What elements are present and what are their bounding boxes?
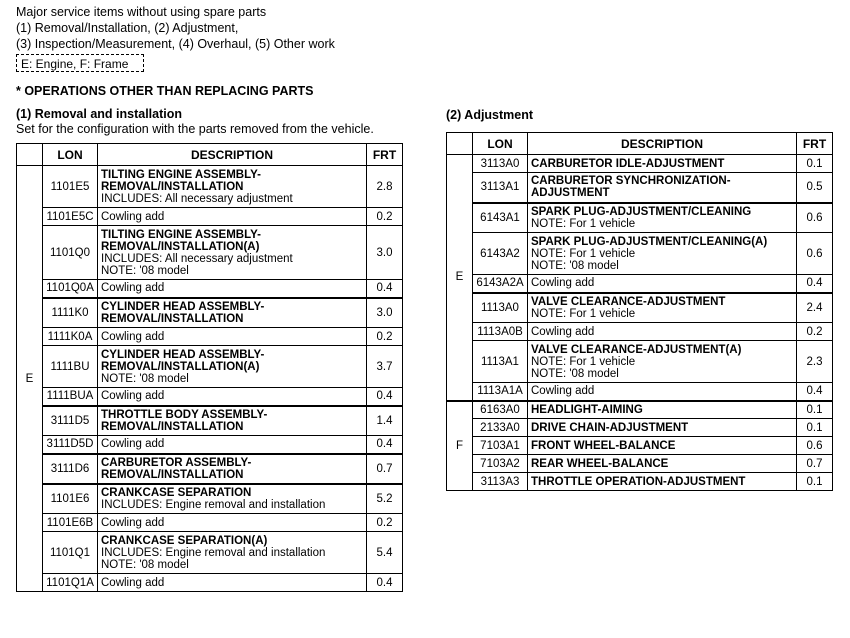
adjustment-table — [446, 132, 833, 491]
table-row — [447, 341, 833, 383]
lon-cell: 1101E6B — [43, 514, 98, 532]
table-row — [17, 298, 403, 328]
desc-note: Cowling add — [101, 330, 165, 343]
intro-text — [16, 4, 335, 52]
header-description: DESCRIPTION — [528, 133, 797, 155]
desc-note: INCLUDES: Engine removal and installation — [101, 498, 326, 511]
desc-note: Cowling add — [101, 390, 165, 403]
lon-cell: 6143A2 — [473, 233, 528, 275]
desc-title: THROTTLE OPERATION-ADJUSTMENT — [531, 475, 746, 488]
frt-cell: 0.1 — [797, 419, 833, 437]
lon-cell: 1113A0B — [473, 323, 528, 341]
frt-cell: 0.7 — [797, 455, 833, 473]
table-row — [447, 203, 833, 233]
desc-title-2: REMOVAL/INSTALLATION(A) — [101, 360, 260, 373]
frt-cell: 0.4 — [367, 280, 403, 298]
description-cell — [98, 484, 367, 514]
description-cell — [528, 455, 797, 473]
section-2-title: (2) Adjustment — [446, 108, 534, 122]
frt-cell: 0.4 — [797, 275, 833, 293]
header-blank — [17, 144, 43, 166]
table-row — [447, 437, 833, 455]
description-cell — [98, 388, 367, 406]
desc-title: SPARK PLUG-ADJUSTMENT/CLEANING — [531, 205, 752, 218]
description-cell — [98, 226, 367, 280]
header-description: DESCRIPTION — [98, 144, 367, 166]
lon-cell: 1101Q0 — [43, 226, 98, 280]
description-cell — [528, 323, 797, 341]
lon-cell: 3111D5 — [43, 406, 98, 436]
table-row — [17, 574, 403, 592]
group-cell: E — [17, 166, 43, 592]
lon-cell: 3113A0 — [473, 155, 528, 173]
desc-note: NOTE: For 1 vehicle — [531, 247, 636, 260]
intro-line-1: Major service items without using spare parts — [16, 5, 267, 19]
description-cell — [528, 203, 797, 233]
desc-title: CARBURETOR SYNCHRONIZATION- — [531, 175, 731, 188]
desc-note: Cowling add — [531, 277, 595, 290]
desc-note: INCLUDES: Engine removal and installation — [101, 546, 326, 559]
lon-cell: 7103A1 — [473, 437, 528, 455]
lon-cell: 3113A1 — [473, 173, 528, 203]
lon-cell: 1101E5 — [43, 166, 98, 208]
frt-cell: 0.4 — [367, 388, 403, 406]
description-cell — [98, 166, 367, 208]
frt-cell: 0.2 — [367, 328, 403, 346]
table-header-row — [17, 144, 403, 166]
description-cell — [528, 173, 797, 203]
desc-title: TILTING ENGINE ASSEMBLY- — [101, 168, 261, 181]
frt-cell: 0.1 — [797, 155, 833, 173]
desc-title-2: ADJUSTMENT — [531, 187, 610, 200]
desc-title: SPARK PLUG-ADJUSTMENT/CLEANING(A) — [531, 235, 768, 248]
frt-cell: 2.3 — [797, 341, 833, 383]
desc-title: CYLINDER HEAD ASSEMBLY- — [101, 300, 265, 313]
table-row — [17, 388, 403, 406]
desc-note: Cowling add — [101, 516, 165, 529]
frt-cell: 0.4 — [367, 436, 403, 454]
lon-cell: 3111D6 — [43, 454, 98, 484]
description-cell — [528, 233, 797, 275]
table-row — [447, 473, 833, 491]
desc-note: NOTE: '08 model — [531, 367, 619, 380]
desc-title-2: REMOVAL/INSTALLATION(A) — [101, 240, 260, 253]
table-row — [447, 173, 833, 203]
table-row — [17, 328, 403, 346]
description-cell — [98, 436, 367, 454]
table-row — [447, 383, 833, 401]
frt-cell: 0.6 — [797, 233, 833, 275]
lon-cell: 6163A0 — [473, 401, 528, 419]
description-cell — [98, 454, 367, 484]
description-cell — [98, 208, 367, 226]
desc-note: NOTE: For 1 vehicle — [531, 355, 636, 368]
lon-cell: 3111D5D — [43, 436, 98, 454]
frt-cell: 0.4 — [797, 383, 833, 401]
description-cell — [528, 341, 797, 383]
description-cell — [528, 383, 797, 401]
description-cell — [98, 574, 367, 592]
intro-line-2: (1) Removal/Installation, (2) Adjustment, — [16, 21, 239, 35]
desc-title: THROTTLE BODY ASSEMBLY- — [101, 408, 268, 421]
table-row — [447, 401, 833, 419]
lon-cell: 1111BU — [43, 346, 98, 388]
desc-note: NOTE: '08 model — [101, 372, 189, 385]
table-row — [447, 155, 833, 173]
desc-note: NOTE: For 1 vehicle — [531, 307, 636, 320]
table-row — [17, 208, 403, 226]
lon-cell: 1111BUA — [43, 388, 98, 406]
desc-note: INCLUDES: All necessary adjustment — [101, 192, 293, 205]
table-row — [17, 532, 403, 574]
frt-cell: 1.4 — [367, 406, 403, 436]
frt-cell: 0.7 — [367, 454, 403, 484]
desc-title: VALVE CLEARANCE-ADJUSTMENT — [531, 295, 726, 308]
desc-title: CRANKCASE SEPARATION(A) — [101, 534, 268, 547]
desc-title: CYLINDER HEAD ASSEMBLY- — [101, 348, 265, 361]
group-cell: F — [447, 401, 473, 491]
description-cell — [98, 328, 367, 346]
lon-cell: 1101E6 — [43, 484, 98, 514]
description-cell — [528, 473, 797, 491]
lon-cell: 2133A0 — [473, 419, 528, 437]
lon-cell: 1101Q0A — [43, 280, 98, 298]
lon-cell: 1113A1 — [473, 341, 528, 383]
table-row — [17, 484, 403, 514]
desc-title-2: REMOVAL/INSTALLATION — [101, 180, 244, 193]
description-cell — [528, 401, 797, 419]
desc-title: VALVE CLEARANCE-ADJUSTMENT(A) — [531, 343, 742, 356]
desc-note: NOTE: '08 model — [101, 558, 189, 571]
table-row — [447, 419, 833, 437]
frt-cell: 5.4 — [367, 532, 403, 574]
desc-note: INCLUDES: All necessary adjustment — [101, 252, 293, 265]
desc-note: Cowling add — [101, 210, 165, 223]
desc-title: REAR WHEEL-BALANCE — [531, 457, 669, 470]
description-cell — [528, 275, 797, 293]
lon-cell: 1111K0 — [43, 298, 98, 328]
desc-note: Cowling add — [531, 385, 595, 398]
frt-cell: 5.2 — [367, 484, 403, 514]
description-cell — [98, 514, 367, 532]
desc-title-2: REMOVAL/INSTALLATION — [101, 468, 244, 481]
description-cell — [528, 419, 797, 437]
table-row — [17, 280, 403, 298]
table-row — [447, 293, 833, 323]
desc-title: CARBURETOR ASSEMBLY- — [101, 456, 252, 469]
removal-installation-table — [16, 143, 403, 592]
desc-note: NOTE: '08 model — [101, 264, 189, 277]
description-cell — [98, 298, 367, 328]
desc-title: HEADLIGHT-AIMING — [531, 403, 643, 416]
intro-line-3: (3) Inspection/Measurement, (4) Overhaul, (5) Other work — [16, 37, 335, 51]
desc-note: Cowling add — [101, 438, 165, 451]
desc-title: DRIVE CHAIN-ADJUSTMENT — [531, 421, 689, 434]
header-lon: LON — [43, 144, 98, 166]
desc-note: Cowling add — [101, 576, 165, 589]
table-row — [17, 436, 403, 454]
desc-title-2: REMOVAL/INSTALLATION — [101, 420, 244, 433]
table-row — [447, 233, 833, 275]
frt-cell: 0.1 — [797, 401, 833, 419]
description-cell — [98, 406, 367, 436]
table-header-row — [447, 133, 833, 155]
table-row — [17, 346, 403, 388]
lon-cell: 3113A3 — [473, 473, 528, 491]
lon-cell: 1101E5C — [43, 208, 98, 226]
table-row — [17, 166, 403, 208]
group-cell: E — [447, 155, 473, 401]
desc-note: Cowling add — [101, 282, 165, 295]
frt-cell: 0.5 — [797, 173, 833, 203]
lon-cell: 1101Q1 — [43, 532, 98, 574]
description-cell — [98, 280, 367, 298]
description-cell — [98, 346, 367, 388]
description-cell — [528, 293, 797, 323]
table-row — [447, 275, 833, 293]
table-row — [17, 226, 403, 280]
frt-cell: 0.2 — [367, 514, 403, 532]
section-1-subtitle: Set for the configuration with the parts removed from the vehicle. — [16, 122, 374, 136]
table-row — [17, 454, 403, 484]
lon-cell: 1113A0 — [473, 293, 528, 323]
table-row — [17, 514, 403, 532]
lon-cell: 1111K0A — [43, 328, 98, 346]
description-cell — [528, 437, 797, 455]
lon-cell: 7103A2 — [473, 455, 528, 473]
frt-cell: 0.6 — [797, 437, 833, 455]
desc-note: NOTE: For 1 vehicle — [531, 217, 636, 230]
frt-cell: 3.7 — [367, 346, 403, 388]
header-frt: FRT — [797, 133, 833, 155]
desc-title-2: REMOVAL/INSTALLATION — [101, 312, 244, 325]
desc-title: CRANKCASE SEPARATION — [101, 486, 252, 499]
lon-cell: 6143A2A — [473, 275, 528, 293]
frt-cell: 3.0 — [367, 226, 403, 280]
section-1-title: (1) Removal and installation — [16, 107, 183, 121]
desc-title: CARBURETOR IDLE-ADJUSTMENT — [531, 157, 725, 170]
frt-cell: 2.8 — [367, 166, 403, 208]
lon-cell: 6143A1 — [473, 203, 528, 233]
frt-cell: 0.1 — [797, 473, 833, 491]
table-row — [447, 455, 833, 473]
header-frt: FRT — [367, 144, 403, 166]
frt-cell: 0.6 — [797, 203, 833, 233]
desc-note: Cowling add — [531, 325, 595, 338]
header-blank — [447, 133, 473, 155]
description-cell — [98, 532, 367, 574]
table-row — [17, 406, 403, 436]
frt-cell: 0.2 — [367, 208, 403, 226]
table-row — [447, 323, 833, 341]
frt-cell: 2.4 — [797, 293, 833, 323]
lon-cell: 1113A1A — [473, 383, 528, 401]
lon-cell: 1101Q1A — [43, 574, 98, 592]
description-cell — [528, 155, 797, 173]
frt-cell: 0.2 — [797, 323, 833, 341]
desc-note: NOTE: '08 model — [531, 259, 619, 272]
operations-title: * OPERATIONS OTHER THAN REPLACING PARTS — [16, 84, 314, 98]
desc-title: TILTING ENGINE ASSEMBLY- — [101, 228, 261, 241]
legend-box: E: Engine, F: Frame — [16, 54, 144, 72]
frt-cell: 0.4 — [367, 574, 403, 592]
desc-title: FRONT WHEEL-BALANCE — [531, 439, 676, 452]
frt-cell: 3.0 — [367, 298, 403, 328]
header-lon: LON — [473, 133, 528, 155]
